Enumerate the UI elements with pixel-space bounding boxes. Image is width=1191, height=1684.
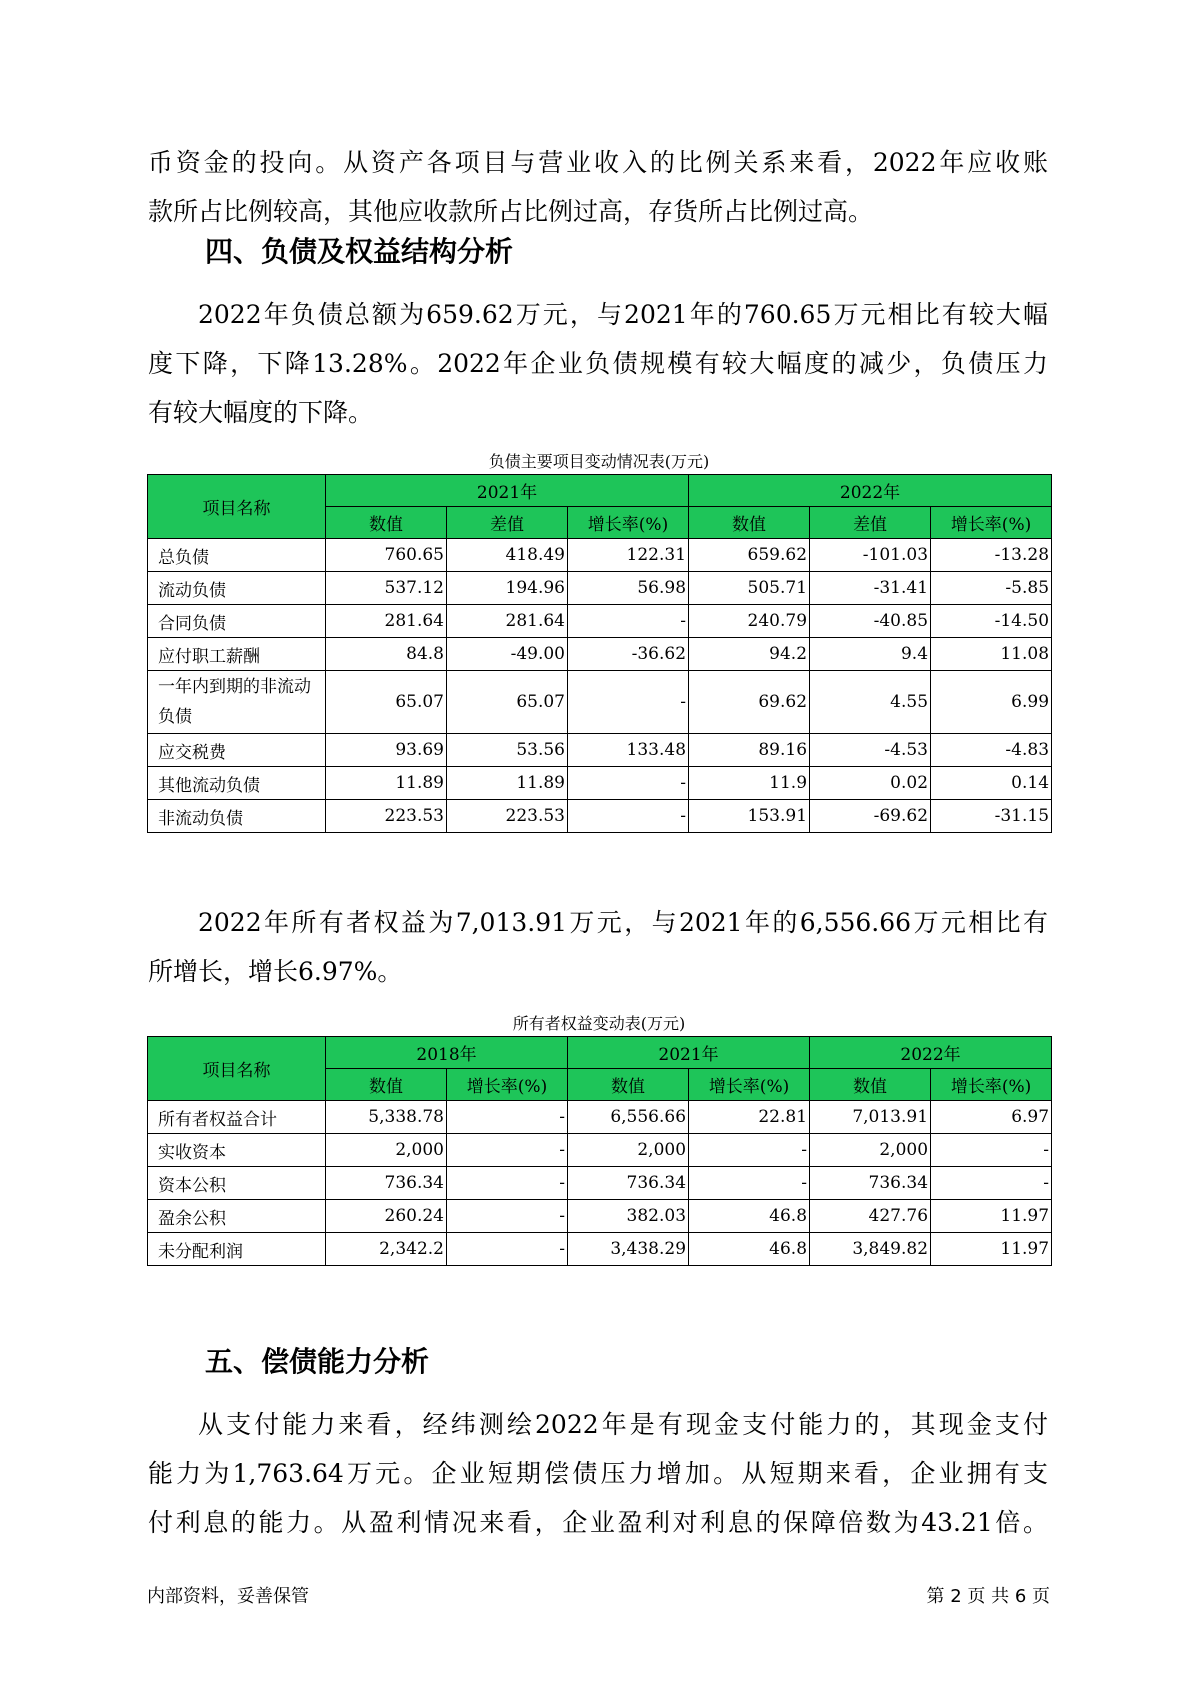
row-label: 总负债 bbox=[148, 539, 326, 572]
table-cell: 2,342.2 bbox=[326, 1233, 447, 1266]
table-cell: 65.07 bbox=[447, 671, 568, 734]
row-label: 非流动负债 bbox=[148, 800, 326, 833]
table-cell: - bbox=[447, 1167, 568, 1200]
table-cell: 65.07 bbox=[326, 671, 447, 734]
table-cell: 22.81 bbox=[689, 1101, 810, 1134]
table-cell: 9.4 bbox=[810, 638, 931, 671]
table-row bbox=[148, 800, 1052, 833]
table-cell: 760.65 bbox=[326, 539, 447, 572]
row-label: 盈余公积 bbox=[148, 1200, 326, 1233]
text-line: 所增长，增长6.97%。 bbox=[148, 957, 403, 986]
table-cell: 89.16 bbox=[689, 734, 810, 767]
table-cell: -4.53 bbox=[810, 734, 931, 767]
column-header-year: 2022年 bbox=[689, 475, 1052, 507]
table-cell: -101.03 bbox=[810, 539, 931, 572]
text-line: 币资金的投向。从资产各项目与营业收入的比例关系来看，2022年应收账 bbox=[148, 148, 1048, 177]
liabilities-table bbox=[147, 474, 1052, 833]
table-cell: - bbox=[568, 605, 689, 638]
row-label: 应交税费 bbox=[148, 734, 326, 767]
table-cell: 6,556.66 bbox=[568, 1101, 689, 1134]
table-row bbox=[148, 1167, 1052, 1200]
table-cell: 84.8 bbox=[326, 638, 447, 671]
table-cell: -31.41 bbox=[810, 572, 931, 605]
table-cell: 418.49 bbox=[447, 539, 568, 572]
table-cell: - bbox=[931, 1167, 1052, 1200]
table-cell: 4.55 bbox=[810, 671, 931, 734]
row-label: 实收资本 bbox=[148, 1134, 326, 1167]
column-header: 差值 bbox=[810, 507, 931, 539]
table-cell: - bbox=[447, 1200, 568, 1233]
table-cell: - bbox=[447, 1233, 568, 1266]
table-cell: 736.34 bbox=[326, 1167, 447, 1200]
solvency-paragraph bbox=[148, 1400, 1048, 1547]
row-label: 应付职工薪酬 bbox=[148, 638, 326, 671]
table-cell: 11.97 bbox=[931, 1200, 1052, 1233]
table-cell: 11.9 bbox=[689, 767, 810, 800]
table-row bbox=[148, 734, 1052, 767]
table-cell: 93.69 bbox=[326, 734, 447, 767]
text-line: 款所占比例较高，其他应收款所占比例过高，存货所占比例过高。 bbox=[148, 197, 874, 226]
table-cell: 5,338.78 bbox=[326, 1101, 447, 1134]
table-cell: 69.62 bbox=[689, 671, 810, 734]
column-header-item-name: 项目名称 bbox=[148, 1037, 326, 1101]
table-cell: -14.50 bbox=[931, 605, 1052, 638]
table-cell: 94.2 bbox=[689, 638, 810, 671]
table-row bbox=[148, 1200, 1052, 1233]
table-cell: 240.79 bbox=[689, 605, 810, 638]
table-cell: 505.71 bbox=[689, 572, 810, 605]
text-line: 付利息的能力。从盈利情况来看，企业盈利对利息的保障倍数为43.21倍。 bbox=[148, 1508, 1048, 1537]
table-cell: 2,000 bbox=[568, 1134, 689, 1167]
table-cell: 11.89 bbox=[447, 767, 568, 800]
table-row bbox=[148, 539, 1052, 572]
table-cell: -36.62 bbox=[568, 638, 689, 671]
table-cell: 2,000 bbox=[810, 1134, 931, 1167]
table-cell: 260.24 bbox=[326, 1200, 447, 1233]
column-header: 增长率(%) bbox=[568, 507, 689, 539]
table-cell: -31.15 bbox=[931, 800, 1052, 833]
table-cell: 11.89 bbox=[326, 767, 447, 800]
column-header: 数值 bbox=[568, 1069, 689, 1101]
table-cell: 736.34 bbox=[568, 1167, 689, 1200]
table-cell: 122.31 bbox=[568, 539, 689, 572]
table-cell: 223.53 bbox=[447, 800, 568, 833]
column-header: 增长率(%) bbox=[447, 1069, 568, 1101]
table-cell: - bbox=[931, 1134, 1052, 1167]
column-header-year: 2022年 bbox=[810, 1037, 1052, 1069]
table-cell: -49.00 bbox=[447, 638, 568, 671]
table-cell: - bbox=[447, 1134, 568, 1167]
table-cell: 223.53 bbox=[326, 800, 447, 833]
table-cell: 0.14 bbox=[931, 767, 1052, 800]
column-header: 数值 bbox=[326, 1069, 447, 1101]
section-heading-liabilities: 四、负债及权益结构分析 bbox=[205, 235, 514, 268]
table-cell: -40.85 bbox=[810, 605, 931, 638]
table-cell: 11.08 bbox=[931, 638, 1052, 671]
table-cell: 659.62 bbox=[689, 539, 810, 572]
liabilities-paragraph bbox=[148, 290, 1048, 437]
table-cell: -5.85 bbox=[931, 572, 1052, 605]
column-header: 数值 bbox=[810, 1069, 931, 1101]
row-label: 合同负债 bbox=[148, 605, 326, 638]
table-cell: 6.97 bbox=[931, 1101, 1052, 1134]
table-cell: 56.98 bbox=[568, 572, 689, 605]
table-cell: 46.8 bbox=[689, 1200, 810, 1233]
table-cell: 281.64 bbox=[447, 605, 568, 638]
row-label: 资本公积 bbox=[148, 1167, 326, 1200]
text-line: 度下降，下降13.28%。2022年企业负债规模有较大幅度的减少，负债压力 bbox=[148, 349, 1048, 378]
table-row bbox=[148, 767, 1052, 800]
table-row bbox=[148, 572, 1052, 605]
table-caption-equity: 所有者权益变动表(万元) bbox=[512, 1014, 686, 1033]
table-cell: 0.02 bbox=[810, 767, 931, 800]
table-cell: 3,849.82 bbox=[810, 1233, 931, 1266]
text-line: 2022年所有者权益为7,013.91万元，与2021年的6,556.66万元相比有 bbox=[198, 908, 1048, 937]
table-row bbox=[148, 671, 1052, 734]
table-row bbox=[148, 638, 1052, 671]
table-cell: 281.64 bbox=[326, 605, 447, 638]
footer-confidential-note: 内部资料，妥善保管 bbox=[147, 1586, 309, 1607]
text-line: 能力为1,763.64万元。企业短期偿债压力增加。从短期来看，企业拥有支 bbox=[148, 1459, 1048, 1488]
table-cell: 537.12 bbox=[326, 572, 447, 605]
table-cell: 2,000 bbox=[326, 1134, 447, 1167]
table-cell: 46.8 bbox=[689, 1233, 810, 1266]
equity-paragraph bbox=[148, 898, 1048, 996]
table-cell: 133.48 bbox=[568, 734, 689, 767]
column-header: 增长率(%) bbox=[931, 507, 1052, 539]
row-label: 其他流动负债 bbox=[148, 767, 326, 800]
table-cell: 53.56 bbox=[447, 734, 568, 767]
column-header-year: 2018年 bbox=[326, 1037, 568, 1069]
table-cell: 382.03 bbox=[568, 1200, 689, 1233]
column-header-year: 2021年 bbox=[326, 475, 689, 507]
row-label: 未分配利润 bbox=[148, 1233, 326, 1266]
column-header: 数值 bbox=[689, 507, 810, 539]
table-row bbox=[148, 1134, 1052, 1167]
row-label: 一年内到期的非流动负债 bbox=[148, 671, 326, 734]
table-row bbox=[148, 1101, 1052, 1134]
table-cell: -4.83 bbox=[931, 734, 1052, 767]
text-line: 2022年负债总额为659.62万元，与2021年的760.65万元相比有较大幅 bbox=[198, 300, 1048, 329]
text-line: 有较大幅度的下降。 bbox=[148, 398, 374, 427]
table-cell: -13.28 bbox=[931, 539, 1052, 572]
table-cell: 6.99 bbox=[931, 671, 1052, 734]
equity-table bbox=[147, 1036, 1052, 1266]
table-cell: - bbox=[447, 1101, 568, 1134]
intro-paragraph bbox=[148, 138, 1048, 236]
table-caption-liabilities: 负债主要项目变动情况表(万元) bbox=[488, 452, 710, 471]
table-cell: 194.96 bbox=[447, 572, 568, 605]
table-cell: - bbox=[689, 1167, 810, 1200]
column-header: 差值 bbox=[447, 507, 568, 539]
table-row bbox=[148, 1233, 1052, 1266]
column-header-year: 2021年 bbox=[568, 1037, 810, 1069]
column-header: 数值 bbox=[326, 507, 447, 539]
table-cell: - bbox=[568, 800, 689, 833]
table-row bbox=[148, 605, 1052, 638]
table-cell: - bbox=[568, 671, 689, 734]
table-cell: 7,013.91 bbox=[810, 1101, 931, 1134]
column-header-item-name: 项目名称 bbox=[148, 475, 326, 539]
column-header: 增长率(%) bbox=[689, 1069, 810, 1101]
table-cell: 427.76 bbox=[810, 1200, 931, 1233]
table-cell: - bbox=[568, 767, 689, 800]
text-line: 从支付能力来看，经纬测绘2022年是有现金支付能力的，其现金支付 bbox=[198, 1410, 1048, 1439]
footer-page-number: 第 2 页 共 6 页 bbox=[926, 1586, 1050, 1607]
table-cell: 736.34 bbox=[810, 1167, 931, 1200]
table-cell: 11.97 bbox=[931, 1233, 1052, 1266]
column-header: 增长率(%) bbox=[931, 1069, 1052, 1101]
table-cell: -69.62 bbox=[810, 800, 931, 833]
table-cell: - bbox=[689, 1134, 810, 1167]
row-label: 流动负债 bbox=[148, 572, 326, 605]
row-label: 所有者权益合计 bbox=[148, 1101, 326, 1134]
table-cell: 153.91 bbox=[689, 800, 810, 833]
table-cell: 3,438.29 bbox=[568, 1233, 689, 1266]
section-heading-solvency: 五、偿债能力分析 bbox=[205, 1345, 430, 1378]
